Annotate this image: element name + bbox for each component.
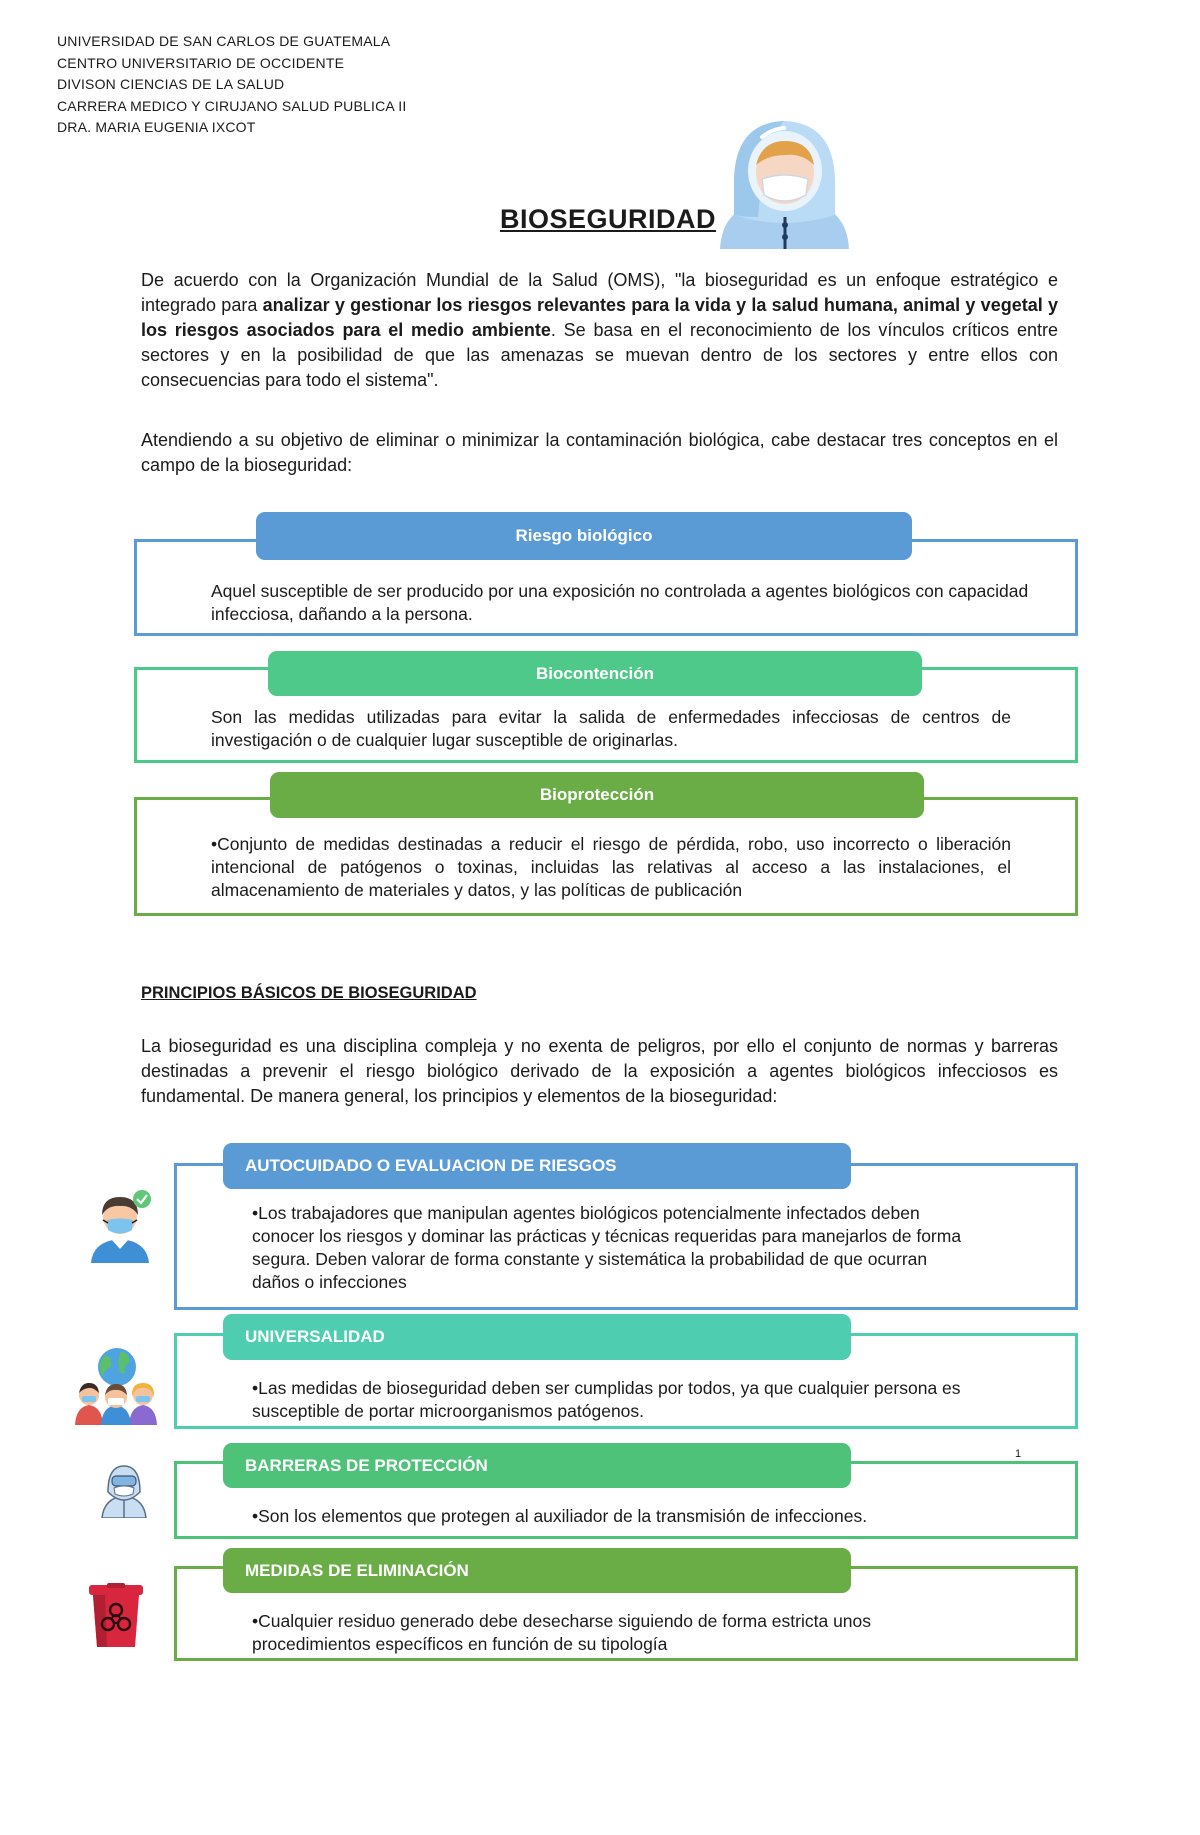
page-number: 1: [1015, 1448, 1022, 1460]
intro-paragraph-2: Atendiendo a su objetivo de eliminar o minimizar la contaminación biológica, cabe destacar tres conceptos en el campo de la bioseguridad:: [141, 430, 1058, 475]
concept-title-riesgo-biologico: Riesgo biológico: [256, 512, 912, 560]
biohazard-bin-icon: [87, 1583, 145, 1647]
intro-paragraph: De acuerdo con la Organización Mundial de la Salud (OMS), "la bioseguridad es un enfoque estratégico e integrado para analizar y gestionar los riesgos relevantes para la vida y la salud humana, animal y vegetal y los riesgos asociados para el medio ambiente. Se basa en el reconocimiento de los vínculos críticos entre sectores y en la posibilidad de que las amenazas se muevan dentro de los sectores y entre ellos con consecuencias para todo el sistema".: [141, 270, 1058, 390]
principle-text: •Cualquier residuo generado debe desecharse siguiendo de forma estricta unos procedimientos específicos en función de su tipología: [252, 1611, 872, 1654]
principle-title-eliminacion: MEDIDAS DE ELIMINACIÓN: [223, 1548, 851, 1593]
header-line: UNIVERSIDAD DE SAN CARLOS DE GUATEMALA: [57, 33, 391, 49]
concept-text: Aquel susceptible de ser producido por una exposición no controlada a agentes biológicos con capacidad infecciosa, dañando a la persona.: [211, 581, 1029, 624]
principle-title-autocuidado: AUTOCUIDADO O EVALUACION DE RIESGOS: [223, 1143, 851, 1189]
header-line: DRA. MARIA EUGENIA IXCOT: [57, 119, 256, 135]
protective-suit-icon: [100, 1462, 148, 1518]
hazmat-suit-icon: [712, 113, 857, 249]
principles-title: PRINCIPIOS BÁSICOS DE BIOSEGURIDAD: [141, 984, 477, 1002]
principle-text: •Las medidas de bioseguridad deben ser cumplidas por todos, ya que cualquier persona es susceptible de portar microorganismos patógenos.: [252, 1378, 961, 1421]
principle-title-universalidad: UNIVERSALIDAD: [223, 1314, 851, 1360]
header-line: CARRERA MEDICO Y CIRUJANO SALUD PUBLICA II: [57, 97, 407, 114]
person-mask-icon: [87, 1187, 153, 1263]
principle-text: •Los trabajadores que manipulan agentes biológicos potencialmente infectados deben conocer los riesgos y dominar las prácticas y técnicas requeridas para manejarlos de forma segura. Deben valorar de forma constante y sistemática la probabilidad de que ocurran daños o infecciones: [252, 1203, 962, 1292]
principle-text: •Son los elementos que protegen al auxiliador de la transmisión de infecciones.: [252, 1506, 868, 1526]
header-line: DIVISON CIENCIAS DE LA SALUD: [57, 76, 285, 92]
principles-intro: La bioseguridad es una disciplina compleja y no exenta de peligros, por ello el conjunto de normas y barreras destinadas a prevenir el riesgo biológico derivado de la exposición a agentes biológicos infecciosos es fundamental. De manera general, los principios y elementos de la bioseguridad:: [141, 1036, 1058, 1106]
header-line: CENTRO UNIVERSITARIO DE OCCIDENTE: [57, 54, 345, 71]
institution-header: [57, 31, 406, 139]
principle-title-barreras: BARRERAS DE PROTECCIÓN: [223, 1443, 851, 1488]
globe-people-icon: [73, 1345, 159, 1425]
concept-text: •Conjunto de medidas destinadas a reducir el riesgo de pérdida, robo, uso incorrecto o liberación intencional de patógenos o toxinas, incluidas las relativas al acceso a las instalaciones, el almacenamiento de materiales y datos, y las políticas de publicación: [211, 834, 1011, 900]
concept-title-biocontencion: Biocontención: [268, 651, 922, 696]
concept-text: Son las medidas utilizadas para evitar la salida de enfermedades infecciosas de centros de investigación o de cualquier lugar susceptible de originarlas.: [211, 707, 1011, 750]
concept-title-bioproteccion: Bioprotección: [270, 772, 924, 818]
